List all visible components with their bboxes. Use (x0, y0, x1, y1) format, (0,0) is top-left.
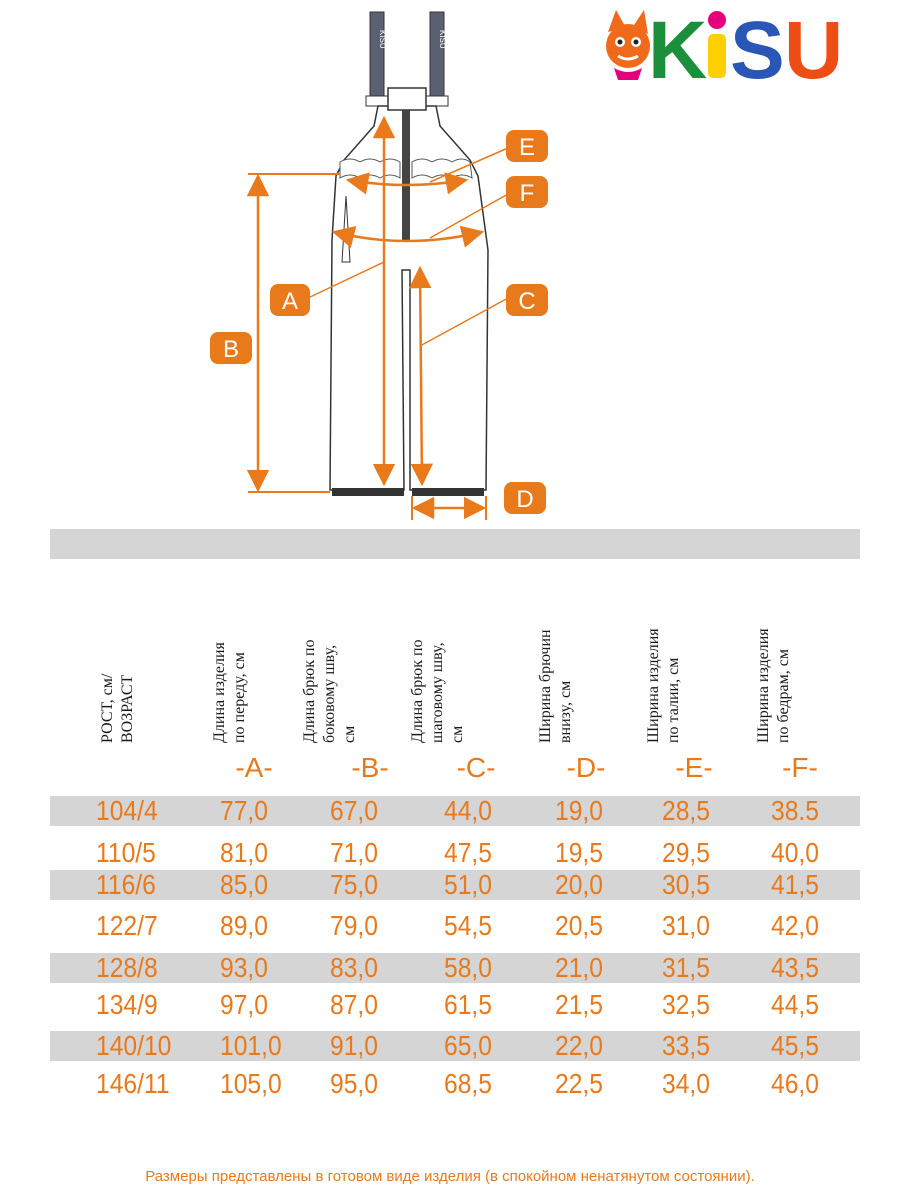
column-letter-c: -C- (456, 752, 496, 783)
measure-cell: 85,0 (220, 869, 268, 900)
measure-cell: 20,5 (555, 910, 603, 941)
table-row (50, 1069, 860, 1099)
measure-cell: 43,5 (771, 952, 819, 983)
table-header-band (50, 529, 860, 559)
measure-cell: 28,5 (662, 795, 710, 826)
footnote: Размеры представлены в готовом виде изделия (в спокойном ненатянутом состоянии). (145, 1168, 755, 1185)
size-cell: 146/11 (96, 1068, 170, 1099)
measure-cell: 83,0 (330, 952, 378, 983)
header-line: см (341, 725, 358, 743)
tag-a (270, 284, 310, 316)
header-line: см (449, 725, 466, 743)
table-row (50, 953, 860, 983)
tag-f (506, 176, 548, 208)
header-line: Длина брюк по (301, 639, 318, 743)
header-line: ВОЗРАСТ (119, 674, 136, 743)
measure-cell: 21,0 (555, 952, 603, 983)
measure-cell: 89,0 (220, 910, 268, 941)
measure-cell: 93,0 (220, 952, 268, 983)
tag-b (210, 332, 252, 364)
header-line: Ширина брючин (537, 629, 554, 743)
measure-cell: 45,5 (771, 1030, 819, 1061)
strap-right (426, 12, 448, 106)
measure-cell: 19,0 (555, 795, 603, 826)
header-line: РОСТ, см/ (99, 673, 116, 743)
measure-cell: 41,5 (771, 869, 819, 900)
measure-cell: 30,5 (662, 869, 710, 900)
measure-cell: 33,5 (662, 1030, 710, 1061)
measure-cell: 79,0 (330, 910, 378, 941)
measure-cell: 71,0 (330, 837, 378, 868)
measure-cell: 31,0 (662, 910, 710, 941)
measure-cell: 58,0 (444, 952, 492, 983)
measure-cell: 29,5 (662, 837, 710, 868)
measure-cell: 68,5 (444, 1068, 492, 1099)
header-line: Длина изделия (211, 642, 228, 743)
svg-text:K: K (648, 5, 708, 90)
measure-cell: 87,0 (330, 989, 378, 1020)
measure-cell: 38.5 (771, 795, 819, 826)
table-row (50, 796, 860, 826)
tag-e-label: E (518, 134, 536, 161)
measure-cell: 32,5 (662, 989, 710, 1020)
measure-cell: 46,0 (771, 1068, 819, 1099)
measure-cell: 101,0 (220, 1030, 282, 1061)
hem-right (412, 488, 484, 496)
svg-text:S: S (730, 5, 785, 90)
header-line: боковому шву, (321, 644, 338, 743)
tag-a-label: A (281, 288, 299, 315)
tag-f-label: F (519, 180, 535, 207)
column-letter-d: -D- (566, 752, 606, 783)
column-letter-e: -E- (675, 752, 713, 783)
measure-cell: 34,0 (662, 1068, 710, 1099)
tag-c (506, 284, 548, 316)
tag-b-label: B (222, 336, 240, 363)
header-line: шаговому шву, (429, 642, 446, 743)
measure-cell: 22,0 (555, 1030, 603, 1061)
table-row (50, 1031, 860, 1061)
measure-cell: 20,0 (555, 869, 603, 900)
measure-cell: 95,0 (330, 1068, 378, 1099)
measure-cell: 97,0 (220, 989, 268, 1020)
tag-c-label: C (518, 288, 536, 315)
table-row (50, 838, 860, 868)
measure-cell: 54,5 (444, 910, 492, 941)
tag-d-label: D (516, 486, 534, 513)
measure-cell: 40,0 (771, 837, 819, 868)
size-cell: 110/5 (96, 837, 156, 868)
measure-cell: 61,5 (444, 989, 492, 1020)
size-cell: 134/9 (96, 989, 158, 1020)
column-letter-a: -A- (235, 752, 273, 783)
size-cell: 116/6 (96, 869, 156, 900)
table-row (50, 990, 860, 1020)
strap-right-label: KISU (438, 30, 447, 49)
measure-cell: 44,5 (771, 989, 819, 1020)
column-letter-f: -F- (782, 752, 818, 783)
measure-cell: 51,0 (444, 869, 492, 900)
column-letter-b: -B- (351, 752, 389, 783)
measure-cell: 105,0 (220, 1068, 282, 1099)
measure-cell: 81,0 (220, 837, 268, 868)
header-line: Ширина изделия (755, 628, 772, 743)
measure-cell: 77,0 (220, 795, 268, 826)
strap-left (366, 12, 388, 106)
measure-cell: 21,5 (555, 989, 603, 1020)
measure-cell: 31,5 (662, 952, 710, 983)
measure-cell: 19,5 (555, 837, 603, 868)
table-row (50, 911, 860, 941)
measure-cell: 75,0 (330, 869, 378, 900)
header-line: Ширина изделия (645, 628, 662, 743)
measure-cell: 44,0 (444, 795, 492, 826)
measure-cell: 22,5 (555, 1068, 603, 1099)
header-line: по переду, см (231, 652, 248, 743)
header-line: Длина брюк по (409, 639, 426, 743)
table-row (50, 870, 860, 900)
zipper (402, 110, 410, 240)
measure-cell: 47,5 (444, 837, 492, 868)
measure-cell: 42,0 (771, 910, 819, 941)
measure-cell: 91,0 (330, 1030, 378, 1061)
svg-text:U: U (784, 5, 844, 90)
header-line: по бедрам, см (775, 649, 792, 743)
tag-d (504, 482, 546, 514)
header-line: по талии, см (665, 657, 682, 743)
garment-diagram (0, 0, 900, 530)
measure-cell: 65,0 (444, 1030, 492, 1061)
tag-e (506, 130, 548, 162)
header-line: внизу, см (557, 680, 574, 743)
size-cell: 122/7 (96, 910, 158, 941)
strap-left-label: KISU (378, 30, 387, 49)
measure-cell: 67,0 (330, 795, 378, 826)
size-cell: 128/8 (96, 952, 158, 983)
hem-left (332, 488, 404, 496)
size-cell: 140/10 (96, 1030, 172, 1061)
size-cell: 104/4 (96, 795, 158, 826)
